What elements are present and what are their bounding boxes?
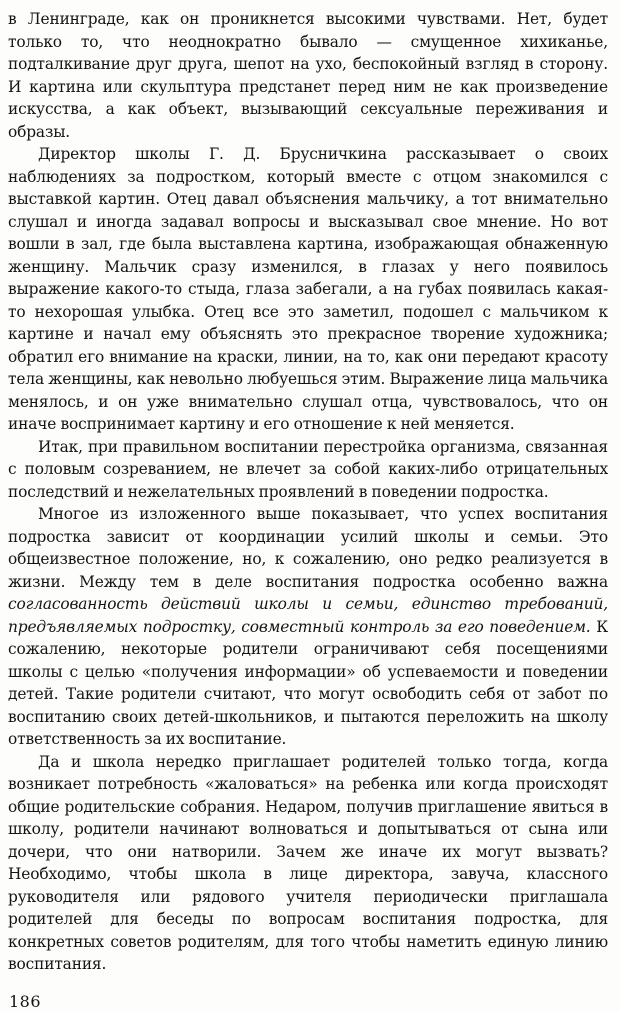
page-number: 186 — [9, 992, 42, 1011]
paragraph-2-text: Директор школы Г. Д. Брусничкина рассказывает о своих наблюдениях за подростком, который вместе с отцом знакомился с выставкой картин. Отец давал объяснения мальчику, а тот внимательно слушал и иногда задавал вопросы и высказывал свое мнение. Но вот вошли в зал, где была выставлена картина, изображающая обнаженную женщину. Мальчик сразу изменился, в глазах у него появилось выражение какого-то стыда, глаза забегали, а на губах появилась какая-то нехорошая улыбка. Отец все это заметил, подошел с мальчиком к картине и начал ему объяснять это прекрасное творение художника; обратил его внимание на краски, линии, на то, как они передают красоту тела женщины, как невольно любуешься этим. Выражение лица мальчика менялось, и он уже внимательно слушал отца, чувствовалось, что он иначе воспринимает картину и его отношение к ней меняется. — [8, 145, 608, 433]
paragraph-5 — [8, 751, 608, 976]
paragraph-5-text: Да и школа нередко приглашает родителей только тогда, когда возникает потребность «жаловаться» на ребенка или когда происходят общие родительские собрания. Недаром, получив приглашение явиться в школу, родители начинают волноваться и допытываться от сына или дочери, что они натворили. Зачем же иначе их могут вызвать? Необходимо, чтобы школа в лице директора, завуча, классного руководителя или рядового учителя периодически приглашала родителей для беседы по вопросам воспитания подростка, для конкретных советов родителям, для того чтобы наметить единую линию воспитания. — [8, 752, 608, 973]
paragraph-3 — [8, 436, 608, 504]
paragraph-4-text-start: Многое из изложенного выше показывает, что успех воспитания подростка зависит от координации усилий школы и семьи. Это общеизвестное положение, но, к сожалению, оно редко реализуется в жизни. Между тем в деле воспитания подростка особенно важна — [8, 505, 608, 591]
paragraph-1-text: в Ленинграде, как он проникнется высокими чувствами. Нет, будет только то, что неоднократно бывало — смущенное хихиканье, подталкивание друг друга, шепот на ухо, беспокойный взгляд в сторону. И картина или скульптура предстанет перед ним не как произведение искусства, а как объект, вызывающий сексуальные переживания и образы. — [8, 10, 608, 141]
paragraph-1 — [8, 8, 608, 143]
paragraph-4 — [8, 503, 608, 751]
paragraph-2 — [8, 143, 608, 436]
body-text — [8, 8, 608, 976]
paragraph-4-emphasis: согласованность действий школы и семьи, единство требований, предъявляемых подростку, совместный контроль за его поведением. — [8, 595, 608, 636]
paragraph-4-text-end: К сожалению, некоторые родители ограничивают себя посещениями школы с целью «получения информации» об успеваемости и поведении детей. Такие родители считают, что могут освободить себя от забот по воспитанию своих детей-школьников, и пытаются переложить на школу ответственность за их воспитание. — [8, 617, 608, 748]
paragraph-3-text: Итак, при правильном воспитании перестройка организма, связанная с половым созреванием, не влечет за собой каких-либо отрицательных последствий и нежелательных проявлений в поведении подростка. — [8, 437, 608, 501]
